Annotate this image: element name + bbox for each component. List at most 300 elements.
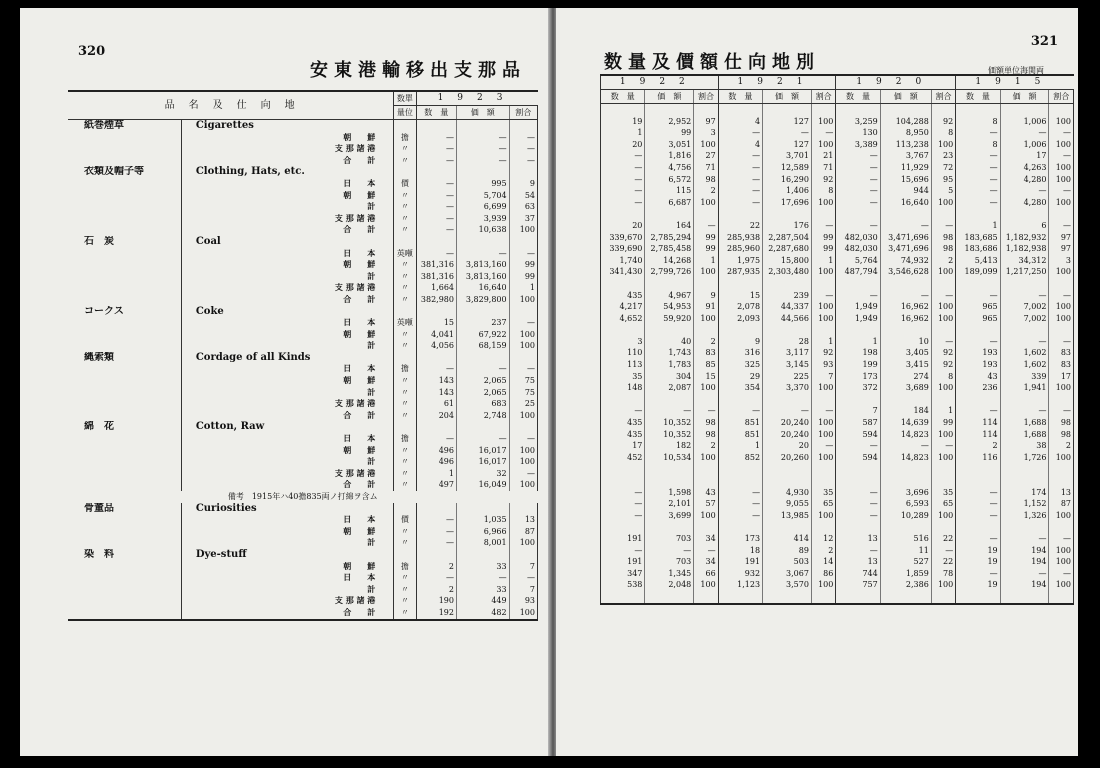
1923-value-cell: 2,065 (457, 387, 510, 399)
header-qty-1915: 数 量 (956, 90, 1000, 104)
unit-cell: 〃 (394, 190, 416, 202)
1915-ratio-cell: 97 (1049, 243, 1074, 255)
table-row (601, 162, 1074, 174)
1920-ratio-cell: — (931, 440, 955, 452)
item-name-ja (68, 259, 181, 271)
1915-value-cell (1000, 104, 1049, 116)
1921-ratio-cell: 100 (811, 313, 835, 325)
item-name-en: Coke (181, 306, 393, 318)
1923-qty-cell: 496 (416, 445, 456, 457)
1923-value-cell (457, 306, 510, 318)
1922-value-cell: 1,816 (645, 150, 694, 162)
1921-qty-cell: — (718, 185, 762, 197)
1923-value-cell (457, 352, 510, 364)
1922-value-cell (645, 521, 694, 533)
1922-value-cell: 2,087 (645, 382, 694, 394)
1915-ratio-cell: 3 (1049, 255, 1074, 267)
1915-value-cell: — (1000, 533, 1049, 545)
1923-value-cell: 3,813,160 (457, 259, 510, 271)
1923-ratio-cell: 100 (509, 456, 537, 468)
destination: 合 計 (181, 410, 393, 422)
1920-value-cell: 274 (880, 371, 931, 383)
1915-ratio-cell (1049, 278, 1074, 290)
1920-qty-cell: — (836, 290, 880, 302)
1915-value-cell: 194 (1000, 545, 1049, 557)
1915-value-cell: — (1000, 568, 1049, 580)
1922-value-cell: 54,953 (645, 301, 694, 313)
unit-cell: 〃 (394, 398, 416, 410)
1921-ratio-cell: 100 (811, 266, 835, 278)
table-row (68, 178, 538, 190)
1922-value-cell (645, 475, 694, 487)
1922-value-cell: 3,699 (645, 510, 694, 522)
1922-value-cell: 99 (645, 127, 694, 139)
unit-cell: 〃 (394, 155, 416, 167)
1922-ratio-cell: 100 (694, 510, 718, 522)
unit-cell: 〃 (394, 282, 416, 294)
1920-ratio-cell: 22 (931, 533, 955, 545)
1920-value-cell: 3,767 (880, 150, 931, 162)
1922-value-cell (645, 278, 694, 290)
1922-value-cell: 10,534 (645, 452, 694, 464)
header-qty-1922: 数 量 (601, 90, 645, 104)
1922-ratio-cell: 9 (694, 290, 718, 302)
item-name-ja: 縄索類 (84, 351, 114, 363)
table-row (68, 155, 538, 167)
1921-value-cell: 28 (763, 336, 812, 348)
unit-cell: 〃 (394, 259, 416, 271)
1922-qty-cell: — (601, 510, 645, 522)
1921-ratio-cell: 93 (811, 359, 835, 371)
1922-qty-cell: 4,652 (601, 313, 645, 325)
1915-qty-cell: — (956, 150, 1000, 162)
1921-value-cell (763, 394, 812, 406)
1923-value-cell (457, 503, 510, 515)
1922-ratio-cell: 100 (694, 197, 718, 209)
destination: 日 本 (181, 248, 393, 260)
destination: 支 那 諸 港 (181, 468, 393, 480)
unit-cell: 擔 (394, 132, 416, 144)
1920-ratio-cell: 2 (931, 255, 955, 267)
1920-qty-cell: 3,389 (836, 139, 880, 151)
1923-value-cell: 995 (457, 178, 510, 190)
1920-qty-cell: 482,030 (836, 232, 880, 244)
1923-qty-cell: — (416, 572, 456, 584)
1921-ratio-cell (811, 591, 835, 604)
1922-qty-cell: 435 (601, 290, 645, 302)
1921-ratio-cell: 100 (811, 301, 835, 313)
1920-value-cell: 104,288 (880, 116, 931, 128)
unit-cell: 擔 (394, 363, 416, 375)
1922-qty-cell: — (601, 162, 645, 174)
table-row (68, 190, 538, 202)
1923-qty-cell: — (416, 201, 456, 213)
table-row (68, 491, 538, 503)
item-name-ja (68, 584, 181, 596)
table-row (68, 329, 538, 341)
1920-qty-cell: — (836, 220, 880, 232)
1915-ratio-cell (1049, 521, 1074, 533)
unit-cell: 〃 (394, 375, 416, 387)
1922-ratio-cell: 85 (694, 359, 718, 371)
1915-value-cell: 34,312 (1000, 255, 1049, 267)
table-row (68, 445, 538, 457)
1920-value-cell: — (880, 220, 931, 232)
1921-qty-cell (718, 278, 762, 290)
item-name-ja: 衣類及帽子等 (84, 166, 144, 178)
1923-ratio-cell: 75 (509, 375, 537, 387)
1921-qty-cell: 9 (718, 336, 762, 348)
1921-ratio-cell (811, 278, 835, 290)
destination: 計 (181, 456, 393, 468)
1923-value-cell: — (457, 433, 510, 445)
unit-cell (394, 352, 416, 364)
1920-qty-cell: 130 (836, 127, 880, 139)
1921-qty-cell: — (718, 197, 762, 209)
1920-qty-cell (836, 591, 880, 604)
1920-qty-cell: 594 (836, 452, 880, 464)
destination: 合 計 (181, 155, 393, 167)
1923-ratio-cell: — (509, 143, 537, 155)
destination: 支 那 諸 港 (181, 398, 393, 410)
1922-ratio-cell: 100 (694, 579, 718, 591)
1921-qty-cell: 287,935 (718, 266, 762, 278)
unit-cell: 英噸 (394, 248, 416, 260)
destination: 計 (181, 537, 393, 549)
1921-ratio-cell: 100 (811, 116, 835, 128)
header-item: 品 名 及 仕 向 地 (68, 91, 394, 120)
1923-value-cell: 2,065 (457, 375, 510, 387)
table-row (601, 510, 1074, 522)
table-row (68, 201, 538, 213)
1920-value-cell: 16,640 (880, 197, 931, 209)
1921-ratio-cell: 100 (811, 139, 835, 151)
1920-qty-cell: 1,949 (836, 313, 880, 325)
1922-ratio-cell: 2 (694, 185, 718, 197)
1921-qty-cell: 4 (718, 139, 762, 151)
1915-ratio-cell: 87 (1049, 498, 1074, 510)
1915-value-cell (1000, 475, 1049, 487)
1920-value-cell (880, 324, 931, 336)
1920-value-cell: 184 (880, 405, 931, 417)
1920-value-cell: 10 (880, 336, 931, 348)
1923-qty-cell: — (416, 190, 456, 202)
1923-ratio-cell: 100 (509, 340, 537, 352)
left-table (68, 90, 538, 621)
1923-value-cell: — (457, 248, 510, 260)
1922-qty-cell: 339,690 (601, 243, 645, 255)
table-row (68, 526, 538, 538)
1923-value-cell: 1,035 (457, 514, 510, 526)
1921-ratio-cell: 12 (811, 533, 835, 545)
1923-qty-cell: 143 (416, 375, 456, 387)
item-name-ja (68, 271, 181, 283)
header-qty-1920: 数 量 (836, 90, 880, 104)
1921-qty-cell (718, 208, 762, 220)
1921-ratio-cell: 99 (811, 232, 835, 244)
1921-ratio-cell: 100 (811, 429, 835, 441)
header-qty: 数 量 (416, 106, 456, 120)
1920-value-cell (880, 591, 931, 604)
1922-ratio-cell: 100 (694, 139, 718, 151)
item-name-en: Cigarettes (181, 120, 393, 132)
1920-qty-cell (836, 104, 880, 116)
1915-qty-cell: — (956, 127, 1000, 139)
1922-qty-cell (601, 463, 645, 475)
1915-value-cell: 1,726 (1000, 452, 1049, 464)
1920-ratio-cell: 8 (931, 371, 955, 383)
1920-qty-cell: — (836, 510, 880, 522)
item-name-ja (68, 514, 181, 526)
1915-ratio-cell: 100 (1049, 174, 1074, 186)
1923-ratio-cell (509, 352, 537, 364)
1915-qty-cell: 965 (956, 313, 1000, 325)
1922-value-cell: 115 (645, 185, 694, 197)
1923-value-cell (457, 120, 510, 132)
destination: 支 那 諸 港 (181, 595, 393, 607)
1922-qty-cell: 347 (601, 568, 645, 580)
1923-value-cell: 3,829,800 (457, 294, 510, 306)
1920-qty-cell (836, 324, 880, 336)
1915-qty-cell: — (956, 487, 1000, 499)
1920-ratio-cell: 92 (931, 116, 955, 128)
1915-ratio-cell: 100 (1049, 452, 1074, 464)
1915-qty-cell (956, 104, 1000, 116)
header-unit-bottom: 量位 (394, 106, 416, 120)
1920-ratio-cell: 100 (931, 266, 955, 278)
1915-ratio-cell: 100 (1049, 313, 1074, 325)
1921-qty-cell: 1 (718, 440, 762, 452)
1920-value-cell: 3,471,696 (880, 232, 931, 244)
1915-ratio-cell (1049, 394, 1074, 406)
unit-cell: 〃 (394, 607, 416, 620)
1920-value-cell: 11 (880, 545, 931, 557)
1922-qty-cell: 20 (601, 220, 645, 232)
header-qty-1921: 数 量 (718, 90, 762, 104)
1920-ratio-cell: 99 (931, 417, 955, 429)
1921-ratio-cell: 1 (811, 336, 835, 348)
1923-value-cell (457, 236, 510, 248)
1915-qty-cell (956, 394, 1000, 406)
1915-qty-cell (956, 591, 1000, 604)
1915-ratio-cell (1049, 324, 1074, 336)
1923-qty-cell: 143 (416, 387, 456, 399)
1921-value-cell: 127 (763, 116, 812, 128)
1922-qty-cell: 113 (601, 359, 645, 371)
unit-cell (394, 120, 416, 132)
1922-qty-cell (601, 324, 645, 336)
table-row (601, 452, 1074, 464)
1920-ratio-cell (931, 591, 955, 604)
1915-value-cell: 1,152 (1000, 498, 1049, 510)
table-row (68, 375, 538, 387)
1923-qty-cell: 381,316 (416, 259, 456, 271)
1921-qty-cell: — (718, 174, 762, 186)
header-unit-top: 数單 (394, 91, 416, 106)
table-row (601, 359, 1074, 371)
item-name-ja (68, 607, 181, 620)
1923-qty-cell: 496 (416, 456, 456, 468)
1920-ratio-cell: 98 (931, 243, 955, 255)
table-row (601, 533, 1074, 545)
1921-qty-cell: — (718, 162, 762, 174)
1920-value-cell: 1,859 (880, 568, 931, 580)
table-row (601, 127, 1074, 139)
1920-qty-cell: — (836, 487, 880, 499)
1920-ratio-cell: 98 (931, 232, 955, 244)
1921-ratio-cell: 7 (811, 371, 835, 383)
1915-qty-cell: 19 (956, 556, 1000, 568)
1915-ratio-cell: — (1049, 150, 1074, 162)
1921-value-cell: 17,696 (763, 197, 812, 209)
header-value-1920: 価 額 (880, 90, 931, 104)
unit-cell: 〃 (394, 584, 416, 596)
1915-ratio-cell: — (1049, 533, 1074, 545)
item-name-ja: 紙巻煙草 (84, 120, 124, 131)
item-name-ja (68, 595, 181, 607)
destination: 日 本 (181, 572, 393, 584)
1915-ratio-cell: — (1049, 336, 1074, 348)
1923-value-cell: 16,049 (457, 479, 510, 491)
1915-value-cell: — (1000, 336, 1049, 348)
table-row (601, 568, 1074, 580)
1920-ratio-cell (931, 104, 955, 116)
1921-ratio-cell: 2 (811, 545, 835, 557)
unit-cell: 〃 (394, 271, 416, 283)
table-row (601, 440, 1074, 452)
item-name-ja (68, 398, 181, 410)
1922-value-cell: 2,952 (645, 116, 694, 128)
1921-value-cell: 20,260 (763, 452, 812, 464)
1920-value-cell (880, 475, 931, 487)
1923-value-cell: 3,939 (457, 213, 510, 225)
1921-qty-cell: 2,093 (718, 313, 762, 325)
item-name-en: Cordage of all Kinds (181, 352, 393, 364)
1921-qty-cell: 191 (718, 556, 762, 568)
1915-qty-cell: — (956, 174, 1000, 186)
1915-qty-cell: 8 (956, 116, 1000, 128)
item-name-ja (68, 132, 181, 144)
1923-ratio-cell (509, 421, 537, 433)
1923-value-cell: 16,640 (457, 282, 510, 294)
table-row (68, 549, 538, 561)
1920-qty-cell: 199 (836, 359, 880, 371)
1920-value-cell: 3,546,628 (880, 266, 931, 278)
1921-qty-cell: 325 (718, 359, 762, 371)
1920-value-cell (880, 394, 931, 406)
table-row (601, 185, 1074, 197)
remark-note: 備考 1915年ハ40擔835両ノ打綿ヲ含ム (227, 492, 378, 501)
table-row (68, 514, 538, 526)
1915-ratio-cell (1049, 104, 1074, 116)
1921-value-cell (763, 475, 812, 487)
item-name-ja (68, 375, 181, 387)
item-name-ja (68, 224, 181, 236)
table-row (601, 290, 1074, 302)
1920-ratio-cell (931, 463, 955, 475)
1922-ratio-cell: 1 (694, 255, 718, 267)
1923-qty-cell: 4,056 (416, 340, 456, 352)
1922-qty-cell: 452 (601, 452, 645, 464)
1922-qty-cell: 148 (601, 382, 645, 394)
1920-qty-cell (836, 394, 880, 406)
1922-ratio-cell: 100 (694, 382, 718, 394)
header-value-1921: 価 額 (763, 90, 812, 104)
1922-ratio-cell: 97 (694, 116, 718, 128)
1922-qty-cell: — (601, 174, 645, 186)
table-row (601, 266, 1074, 278)
1923-qty-cell: 192 (416, 607, 456, 620)
1915-ratio-cell: 100 (1049, 197, 1074, 209)
1915-value-cell (1000, 278, 1049, 290)
unit-cell: 〃 (394, 445, 416, 457)
table-row (601, 579, 1074, 591)
table-row (68, 132, 538, 144)
1922-value-cell: 4,967 (645, 290, 694, 302)
1920-qty-cell: 757 (836, 579, 880, 591)
table-row (601, 475, 1074, 487)
unit-cell: 〃 (394, 340, 416, 352)
1915-ratio-cell: 100 (1049, 162, 1074, 174)
destination: 朝 鮮 (181, 445, 393, 457)
unit-cell: 〃 (394, 201, 416, 213)
1923-qty-cell (416, 503, 456, 515)
destination: 計 (181, 201, 393, 213)
1921-ratio-cell: 100 (811, 197, 835, 209)
table-row (68, 143, 538, 155)
1923-value-cell: — (457, 572, 510, 584)
1920-ratio-cell: 100 (931, 139, 955, 151)
1920-qty-cell: — (836, 545, 880, 557)
1920-ratio-cell: — (931, 336, 955, 348)
1923-ratio-cell: 100 (509, 537, 537, 549)
table-row (601, 278, 1074, 290)
1922-ratio-cell (694, 278, 718, 290)
1923-qty-cell: 382,980 (416, 294, 456, 306)
item-name-ja (68, 248, 181, 260)
1923-qty-cell: — (416, 143, 456, 155)
1920-value-cell: 3,689 (880, 382, 931, 394)
1915-value-cell: 6 (1000, 220, 1049, 232)
1923-ratio-cell: 100 (509, 329, 537, 341)
1922-qty-cell: — (601, 545, 645, 557)
table-row (601, 139, 1074, 151)
1922-ratio-cell: 100 (694, 313, 718, 325)
item-name-ja (68, 479, 181, 491)
item-name-ja (68, 213, 181, 225)
1922-value-cell: 164 (645, 220, 694, 232)
right-subheader-row (601, 90, 1074, 104)
unit-cell: 價 (394, 514, 416, 526)
1923-value-cell (457, 421, 510, 433)
1921-qty-cell: 1,123 (718, 579, 762, 591)
item-name-en: Coal (181, 236, 393, 248)
1922-ratio-cell: 43 (694, 487, 718, 499)
table-row (68, 166, 538, 178)
1923-ratio-cell: 7 (509, 561, 537, 573)
1923-qty-cell: — (416, 155, 456, 167)
destination: 朝 鮮 (181, 375, 393, 387)
table-row (68, 479, 538, 491)
1921-ratio-cell: 14 (811, 556, 835, 568)
1915-ratio-cell: 97 (1049, 232, 1074, 244)
1920-ratio-cell: 23 (931, 150, 955, 162)
1920-ratio-cell: — (931, 290, 955, 302)
1922-value-cell: 2,101 (645, 498, 694, 510)
1922-qty-cell: 110 (601, 347, 645, 359)
1923-value-cell: — (457, 132, 510, 144)
1923-qty-cell: 61 (416, 398, 456, 410)
